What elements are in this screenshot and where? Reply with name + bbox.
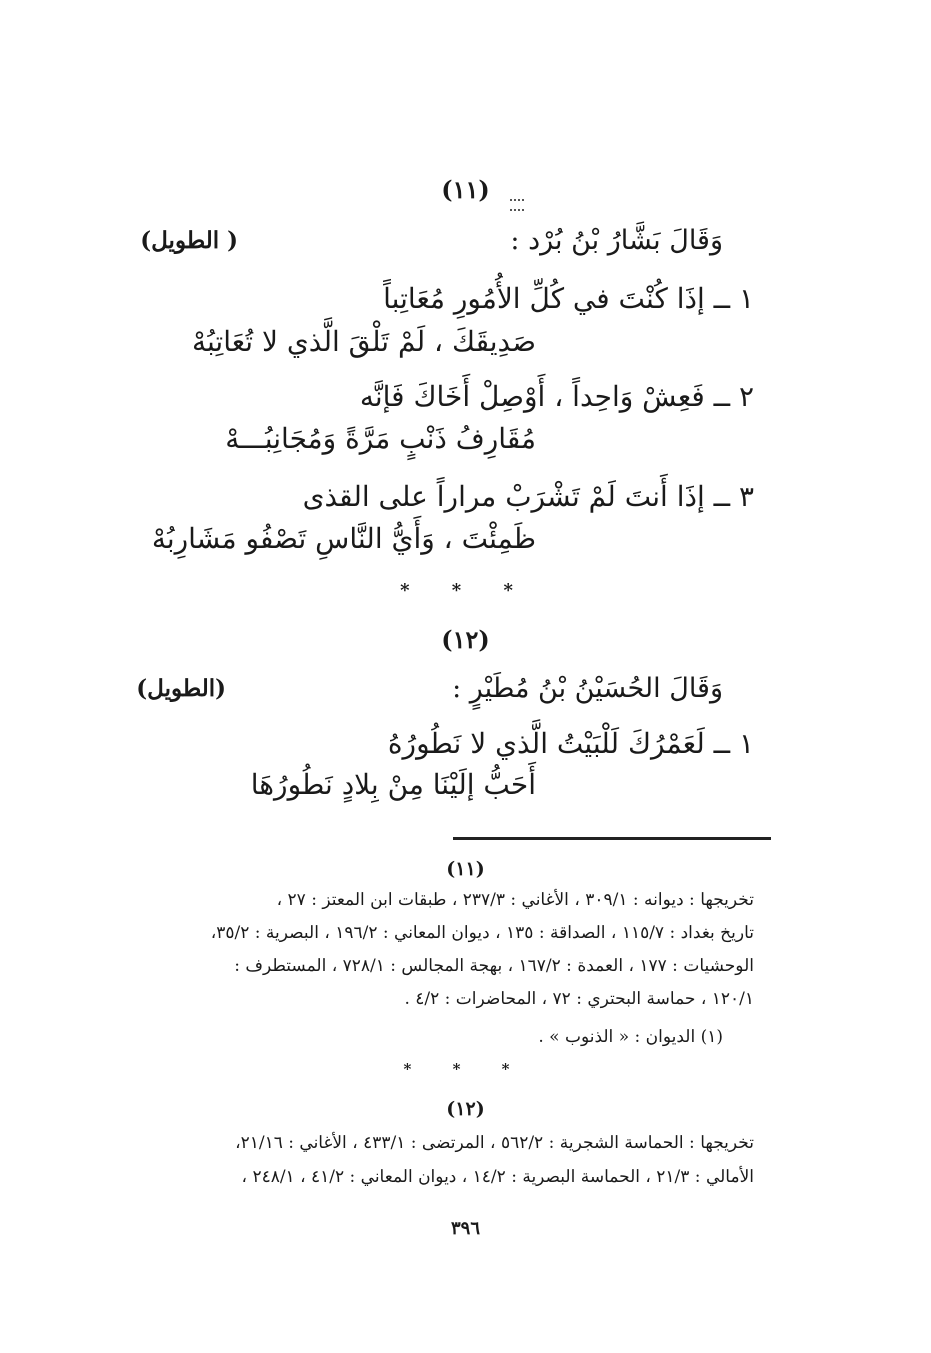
footnote-11-note: (١) الديوان : « الذنوب » . bbox=[538, 1027, 723, 1047]
ornament-mark bbox=[510, 199, 524, 211]
poem-11-verse-3-first: ٣ ــ إذَا أَنتَ لَمْ تَشْرَبْ مراراً على القذى bbox=[302, 480, 754, 513]
poem-11-verse-2-first: ٢ ــ فَعِشْ وَاحِداً ، أَوْصِلْ أَخَاكَ فَإنَّه bbox=[359, 380, 754, 413]
poem-11-meter: ( الطويل) bbox=[140, 227, 238, 254]
section-separator: * * * bbox=[400, 580, 531, 601]
footnote-12-line-2: الأمالي : ٢١/٣ ، الحماسة البصرية : ١٤/٢ ، ديوان المعاني : ٤١/٢ ، ٢٤٨/١ ، bbox=[241, 1167, 754, 1187]
footnote-11-line-1: تخريجها : ديوانه : ٣٠٩/١ ، الأغاني : ٢٣٧/٣ ، طبقات ابن المعتز : ٢٧ ، bbox=[276, 890, 754, 910]
footnote-11-line-4: ١٢٠/١ ، حماسة البحتري : ٧٢ ، المحاضرات : ٤/٢ . bbox=[404, 989, 754, 1009]
poem-12-verse-1-first: ١ ــ لَعَمْرُكَ لَلْبَيْتُ الَّذي لا نَطُورُهُ bbox=[387, 727, 754, 760]
poem-12-intro: وَقَالَ الحُسَيْنُ بْنُ مُطَيْرٍ : bbox=[452, 673, 723, 704]
poem-12-meter: (الطويل) bbox=[136, 675, 226, 702]
footnote-11-line-3: الوحشيات : ١٧٧ ، العمدة : ١٦٧/٢ ، بهجة المجالس : ٧٢٨/١ ، المستطرف : bbox=[234, 956, 754, 976]
footnote-12-number: (١٢) bbox=[446, 1098, 485, 1120]
poem-11-verse-1-first: ١ ــ إذَا كُنْتَ في كُلِّ الأُمُورِ مُعَاتِباً bbox=[383, 282, 754, 315]
poem-11-verse-2-second: مُقَارِفُ ذَنْبٍ مَرَّةً وَمُجَانِبُـــهْ bbox=[225, 422, 536, 455]
poem-12-number: (١٢) bbox=[441, 625, 490, 654]
footnote-separator: * * * bbox=[403, 1060, 528, 1078]
footnote-rule bbox=[453, 837, 771, 840]
poem-12-verse-1-second: أَحَبُّ إلَيْنَا مِنْ بِلادٍ نَطُورُهَا bbox=[250, 768, 536, 801]
page-number: ٣٩٦ bbox=[450, 1218, 480, 1239]
footnote-11-number: (١١) bbox=[446, 858, 485, 880]
poem-11-number: (١١) bbox=[441, 175, 490, 204]
footnote-11-line-2: تاريخ بغداد : ١١٥/٧ ، الصداقة : ١٣٥ ، ديوان المعاني : ١٩٦/٢ ، البصرية : ٣٥/٢، bbox=[210, 923, 754, 943]
footnote-12-line-1: تخريجها : الحماسة الشجرية : ٥٦٢/٢ ، المرتضى : ٤٣٣/١ ، الأغاني : ٢١/١٦، bbox=[235, 1133, 754, 1153]
poem-11-verse-1-second: صَدِيقَكَ ، لَمْ تَلْقَ الَّذي لا تُعَاتِبُهْ bbox=[191, 325, 536, 358]
poem-11-intro: وَقَالَ بَشَّارُ بْنُ بُرْد : bbox=[510, 225, 723, 256]
poem-11-verse-3-second: ظَمِئْتَ ، وَأَيُّ النَّاسِ تَصْفُو مَشَارِبُهْ bbox=[151, 522, 536, 555]
